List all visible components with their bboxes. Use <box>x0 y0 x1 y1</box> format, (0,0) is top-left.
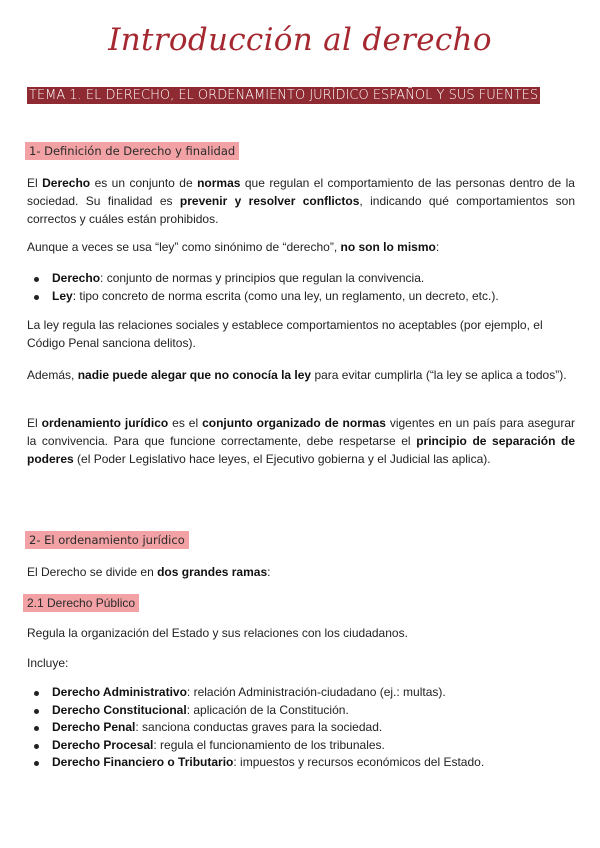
bold-term: nadie puede alegar que no conocía la ley <box>77 368 312 382</box>
bullet-text: : impuestos y recursos económicos del Estado. <box>233 755 485 769</box>
text-run: : <box>267 565 271 579</box>
text-run: , indicando qué comportamientos son correctos y cuáles están prohibidos. <box>27 194 576 226</box>
section-2-heading: 2- El ordenamiento jurídico <box>25 531 189 549</box>
bullet-icon <box>34 761 39 766</box>
list-item <box>27 737 575 755</box>
bold-term: Derecho <box>42 176 91 190</box>
text-run: es un conjunto de <box>90 176 198 190</box>
list-item <box>27 702 575 720</box>
bold-term: principio de separación de poderes <box>27 434 575 466</box>
bold-term: ordenamiento jurídico <box>41 416 169 430</box>
text-run: es el <box>168 416 203 430</box>
list-item <box>27 270 575 288</box>
text-run: que regulan el comportamiento de las personas dentro de la sociedad. Su finalidad es <box>27 176 575 208</box>
list-item <box>27 288 575 306</box>
bullet-term: Derecho Penal <box>52 720 136 734</box>
text-run: (el Poder Legislativo hace leyes, el Ejecutivo gobierna y el Judicial las aplica). <box>73 452 491 466</box>
section-1-bullet-list <box>27 270 575 305</box>
bullet-text: : regula el funcionamiento de los tribunales. <box>153 737 385 752</box>
text-run: El <box>27 416 42 430</box>
section-1-paragraph-5 <box>27 414 575 468</box>
section-2-bullet-list <box>27 684 575 772</box>
bullet-icon <box>34 691 39 696</box>
section-2-paragraph-1 <box>27 563 575 581</box>
text-run: : <box>435 240 440 254</box>
bullet-term: Derecho <box>52 271 101 285</box>
text-run: El Derecho se divide en <box>27 565 158 579</box>
section-1-paragraph-4 <box>27 366 575 384</box>
section-1-paragraph-1 <box>27 174 575 228</box>
list-item <box>27 754 575 772</box>
subsection-2-1-heading: 2.1 Derecho Público <box>23 594 139 612</box>
section-2-paragraph-2: Regula la organización del Estado y sus relaciones con los ciudadanos. <box>27 626 408 640</box>
bullet-term: Ley <box>52 288 73 303</box>
text-run: vigentes en un país para asegurar la convivencia. Para que funcione correctamente, debe respetarse el <box>27 416 575 448</box>
section-1-heading: 1- Definición de Derecho y finalidad <box>25 142 239 160</box>
bold-term: conjunto organizado de normas <box>202 416 386 430</box>
bullet-text: : sanciona conductas graves para la sociedad. <box>135 720 383 734</box>
bullet-term: Derecho Financiero o Tributario <box>52 755 234 769</box>
document-title: Introducción al derecho <box>108 22 492 58</box>
section-1-paragraph-3: La ley regula las relaciones sociales y establece comportamientos no aceptables (por ejemplo, el Código Penal sanciona delitos). <box>27 318 543 350</box>
bullet-text: : conjunto de normas y principios que regulan la convivencia. <box>100 271 425 285</box>
bold-term: normas <box>197 176 241 190</box>
bullet-term: Derecho Administrativo <box>52 685 187 699</box>
text-run: Además, <box>27 368 78 382</box>
section-1-paragraph-2 <box>27 238 575 256</box>
topic-banner-text: TEMA 1. EL DERECHO, EL ORDENAMIENTO JURÍDICO ESPAÑOL Y SUS FUENTES <box>29 88 539 103</box>
bullet-icon <box>34 295 39 300</box>
bullet-icon <box>34 726 39 731</box>
section-2-paragraph-3: Incluye: <box>27 656 69 670</box>
bullet-text: : relación Administración-ciudadano (ej.: multas). <box>186 685 446 699</box>
list-item <box>27 684 575 702</box>
bullet-icon <box>34 709 39 714</box>
list-item <box>27 719 575 737</box>
bullet-icon <box>34 277 39 282</box>
bullet-term: Derecho Constitucional <box>52 702 187 717</box>
bold-term: no son lo mismo <box>340 240 436 254</box>
text-run: Aunque a veces se usa “ley” como sinónimo de “derecho”, <box>27 240 341 254</box>
bullet-text: : tipo concreto de norma escrita (como una ley, un reglamento, un decreto, etc.). <box>72 288 499 303</box>
topic-banner <box>27 86 575 105</box>
bullet-text: : aplicación de la Constitución. <box>186 702 349 717</box>
bold-term: prevenir y resolver conflictos <box>179 194 360 208</box>
bold-term: dos grandes ramas <box>157 565 268 579</box>
bullet-icon <box>34 744 39 749</box>
text-run: El <box>27 176 43 190</box>
bullet-term: Derecho Procesal <box>52 737 154 752</box>
text-run: para evitar cumplirla (“la ley se aplica a todos”). <box>311 368 567 382</box>
